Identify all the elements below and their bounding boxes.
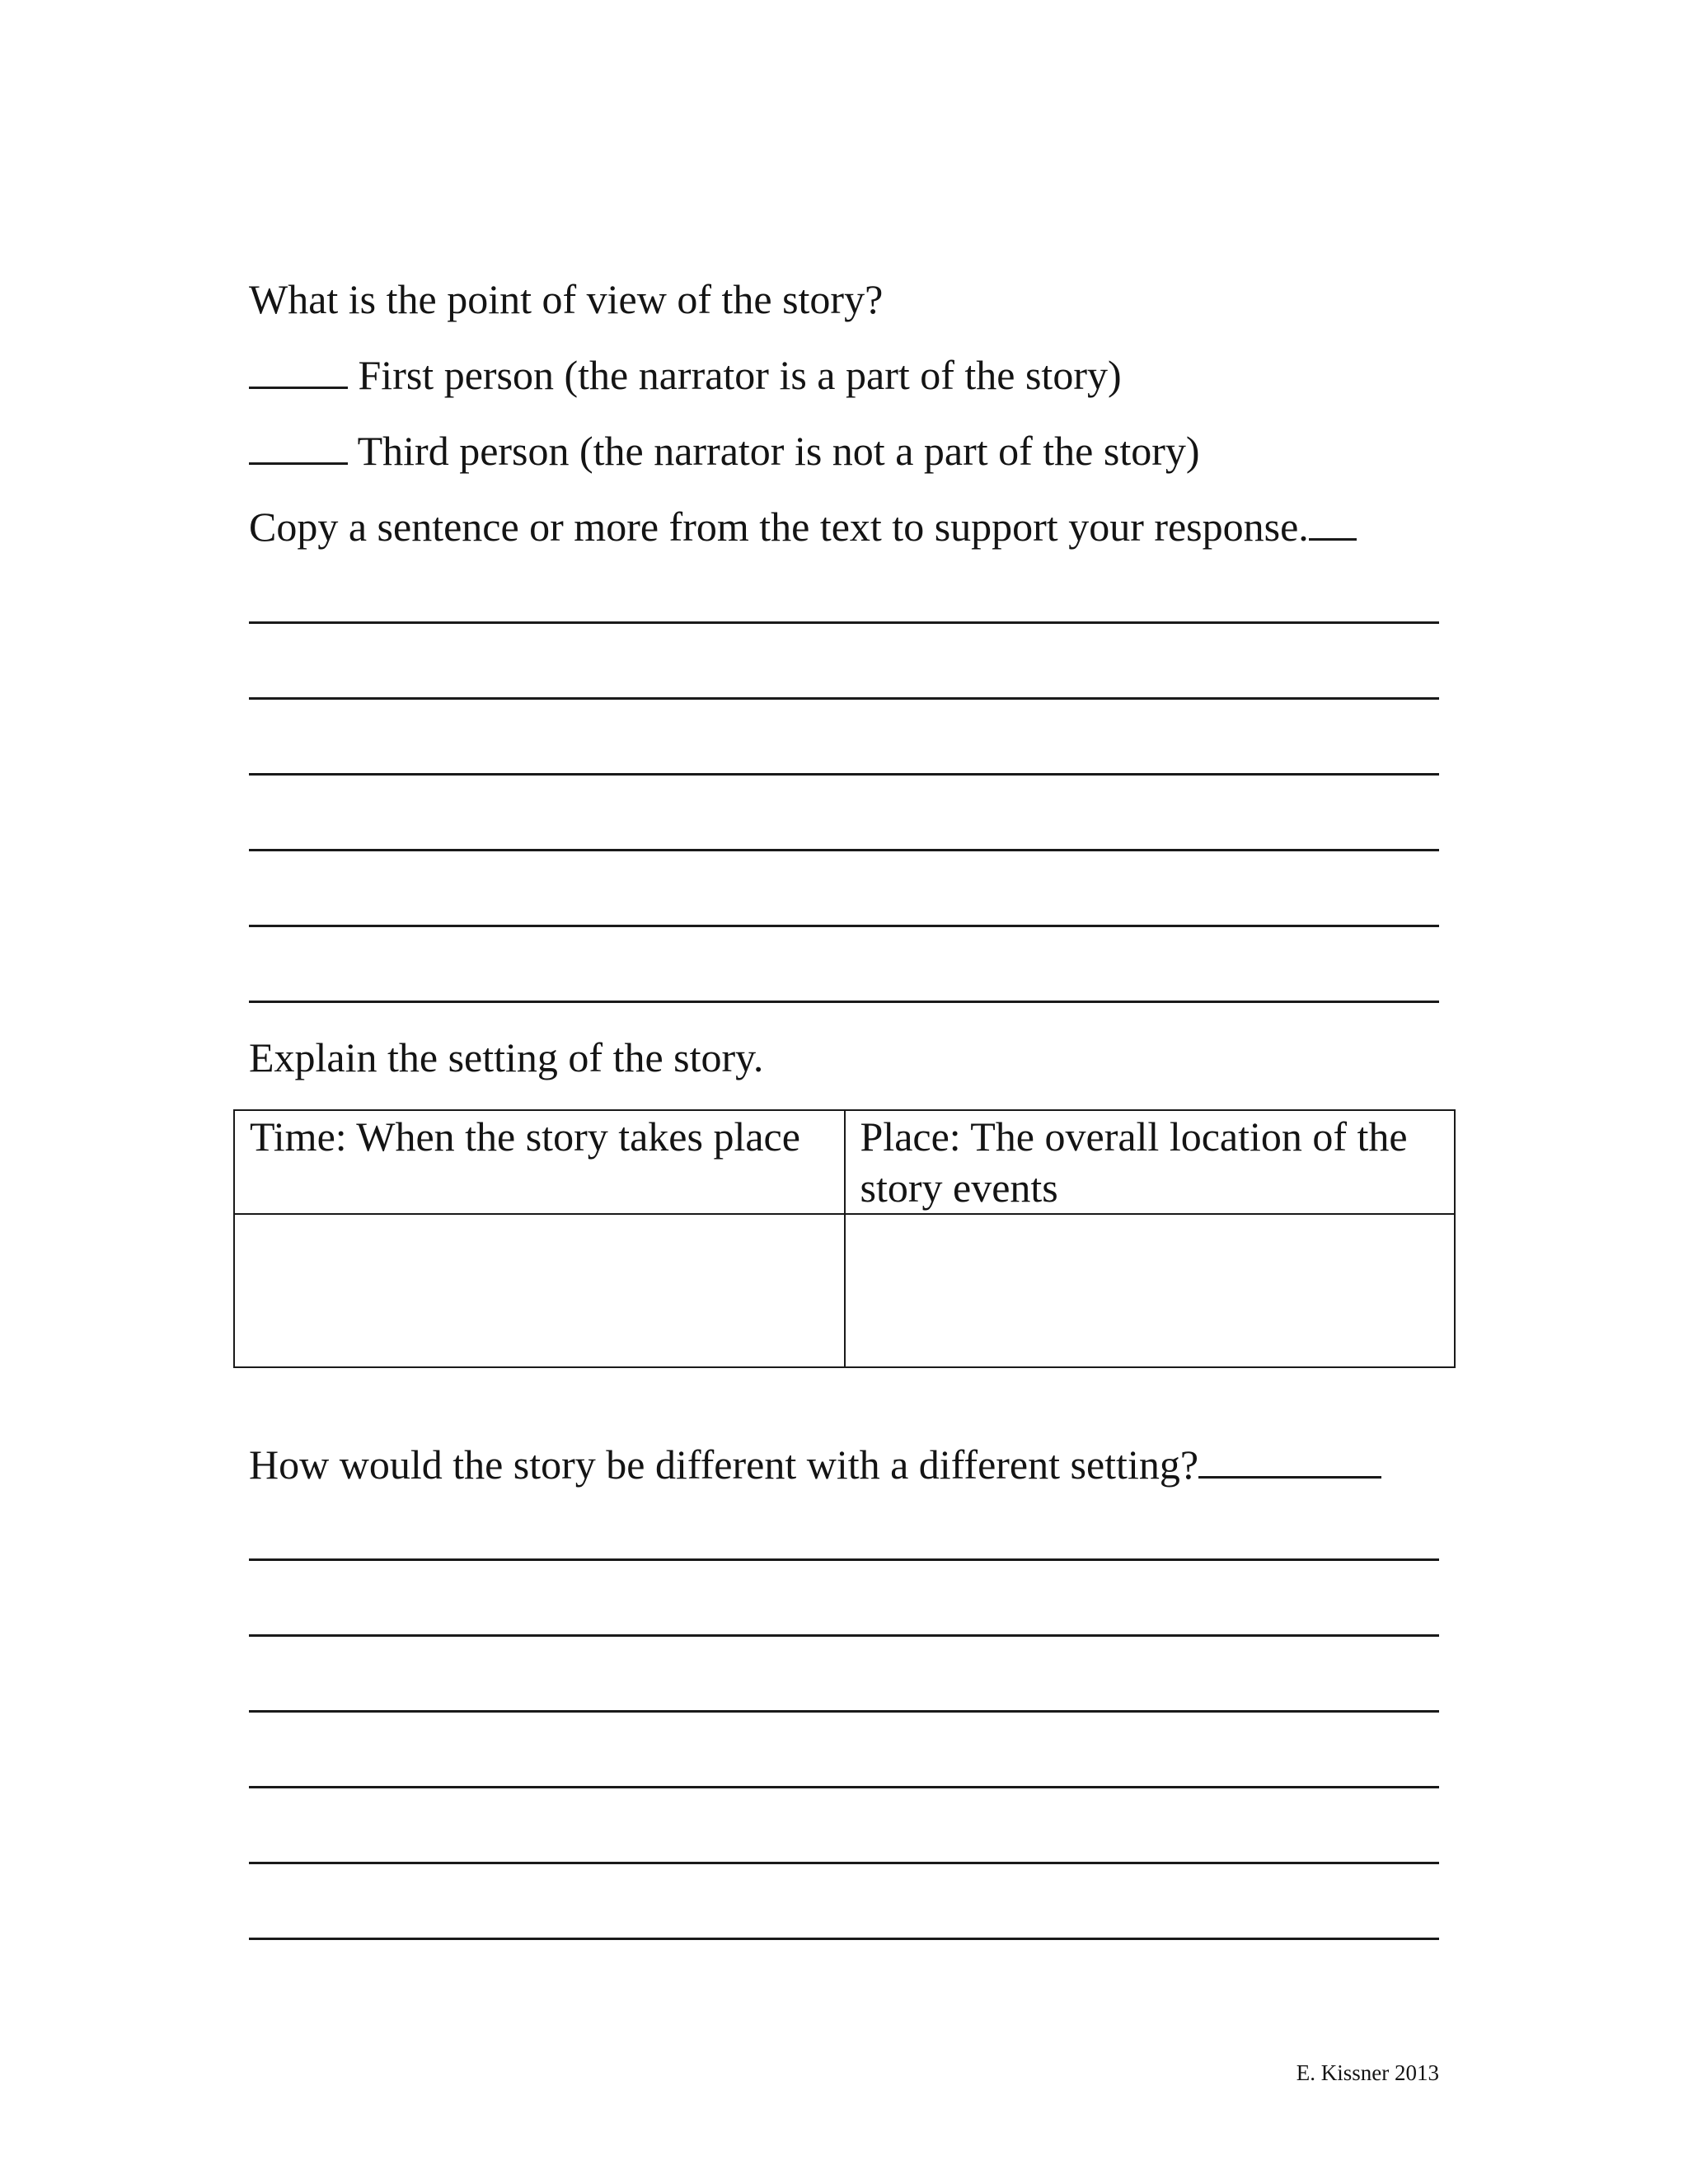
different-response-line-start[interactable] [1198, 1440, 1381, 1479]
first-person-check-blank[interactable] [249, 350, 348, 389]
support-response-line[interactable] [249, 697, 1439, 700]
time-answer-cell[interactable] [234, 1214, 845, 1367]
time-header: Time: When the story takes place [250, 1113, 800, 1160]
support-response-line[interactable] [249, 621, 1439, 624]
support-response-line[interactable] [249, 925, 1439, 927]
place-header: Place: The overall location of the story events [860, 1113, 1408, 1211]
different-response-line[interactable] [249, 1938, 1439, 1940]
setting-prompt: Explain the setting of the story. [249, 1034, 764, 1080]
pov-option-first [249, 350, 1122, 400]
support-response-line[interactable] [249, 849, 1439, 851]
different-response-line[interactable] [249, 1786, 1439, 1788]
support-prompt [249, 502, 1357, 551]
pov-question: What is the point of view of the story? [249, 276, 884, 322]
third-person-label: Third person (the narrator is not a part of the story) [357, 428, 1200, 474]
different-setting-question [249, 1440, 1381, 1489]
time-header-cell [234, 1110, 845, 1214]
place-header-cell [845, 1110, 1456, 1214]
different-response-line[interactable] [249, 1862, 1439, 1864]
place-answer-cell[interactable] [845, 1214, 1456, 1367]
support-prompt-label: Copy a sentence or more from the text to support your response. [249, 504, 1309, 550]
setting-table [233, 1109, 1456, 1368]
first-person-label: First person (the narrator is a part of the story) [358, 352, 1122, 398]
different-response-line[interactable] [249, 1634, 1439, 1637]
support-response-line-start[interactable] [1309, 502, 1357, 541]
different-response-line[interactable] [249, 1710, 1439, 1713]
support-response-line[interactable] [249, 773, 1439, 776]
different-setting-label: How would the story be different with a different setting? [249, 1441, 1199, 1488]
footer-credit: E. Kissner 2013 [1296, 2060, 1439, 2085]
third-person-check-blank[interactable] [249, 426, 348, 465]
support-response-line[interactable] [249, 1001, 1439, 1003]
different-response-line[interactable] [249, 1558, 1439, 1561]
pov-option-third [249, 426, 1200, 476]
